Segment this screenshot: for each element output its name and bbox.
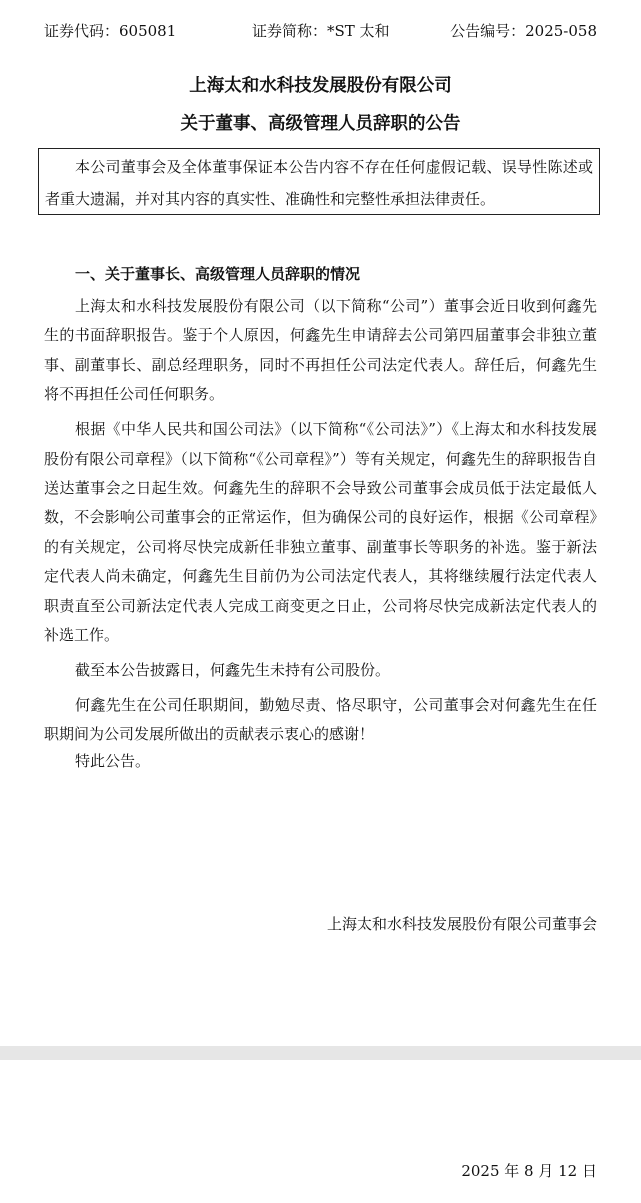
section-heading: 一、关于董事长、高级管理人员辞职的情况: [75, 265, 361, 283]
security-name: 证券简称：*ST 太和: [252, 22, 390, 40]
page-separator: [0, 1046, 641, 1060]
paragraph-thanks: 何鑫先生在公司任职期间，勤勉尽责、恪尽职守，公司董事会对何鑫先生在任职期间为公司发展所做出的贡献表示衷心的感谢！: [44, 696, 597, 744]
board-signature: 上海太和水科技发展股份有限公司董事会: [326, 915, 597, 933]
board-guarantee-notice: [38, 148, 600, 215]
security-code: 证券代码：605081: [44, 22, 177, 40]
announcement-title: 关于董事、高级管理人员辞职的公告: [180, 114, 461, 134]
company-title: 上海太和水科技发展股份有限公司: [189, 76, 452, 96]
paragraph-resignation-report: 上海太和水科技发展股份有限公司（以下简称“公司”）董事会近日收到何鑫先生的书面辞职报告。鉴于个人原因，何鑫先生申请辞去公司第四届董事会非独立董事、副董事长、副总经理职务，同时不再担任公司法定代表人。辞任后，何鑫先生将不再担任公司任何职务。: [44, 297, 597, 404]
announcement-body: [44, 256, 597, 773]
announcement-number: 公告编号：2025-058: [450, 22, 597, 40]
announcement-date: 2025 年 8 月 12 日: [461, 1162, 597, 1180]
announcement-header: [44, 20, 597, 42]
paragraph-legal-basis: 根据《中华人民共和国公司法》（以下简称“《公司法》”）《上海太和水科技发展股份有限公司章程》（以下简称“《公司章程》”）等有关规定，何鑫先生的辞职报告自送达董事会之日起生效。何鑫先生的辞职不会导致公司董事会成员低于法定最低人数，不会影响公司董事会的正常运作，但为确保公司的良好运作，根据《公司章程》的有关规定，公司将尽快完成新任非独立董事、副董事长等职务的补选。鉴于新法定代表人尚未确定，何鑫先生目前仍为公司法定代表人，其将继续履行法定代表人职责直至公司新法定代表人完成工商变更之日止，公司将尽快完成新法定代表人的补选工作。: [44, 420, 597, 645]
closing-remark: 特此公告。: [75, 751, 151, 770]
paragraph-shareholding: 截至本公告披露日，何鑫先生未持有公司股份。: [75, 661, 391, 680]
notice-text: 本公司董事会及全体董事保证本公告内容不存在任何虚假记载、误导性陈述或者重大遗漏，并对其内容的真实性、准确性和完整性承担法律责任。: [45, 158, 593, 208]
